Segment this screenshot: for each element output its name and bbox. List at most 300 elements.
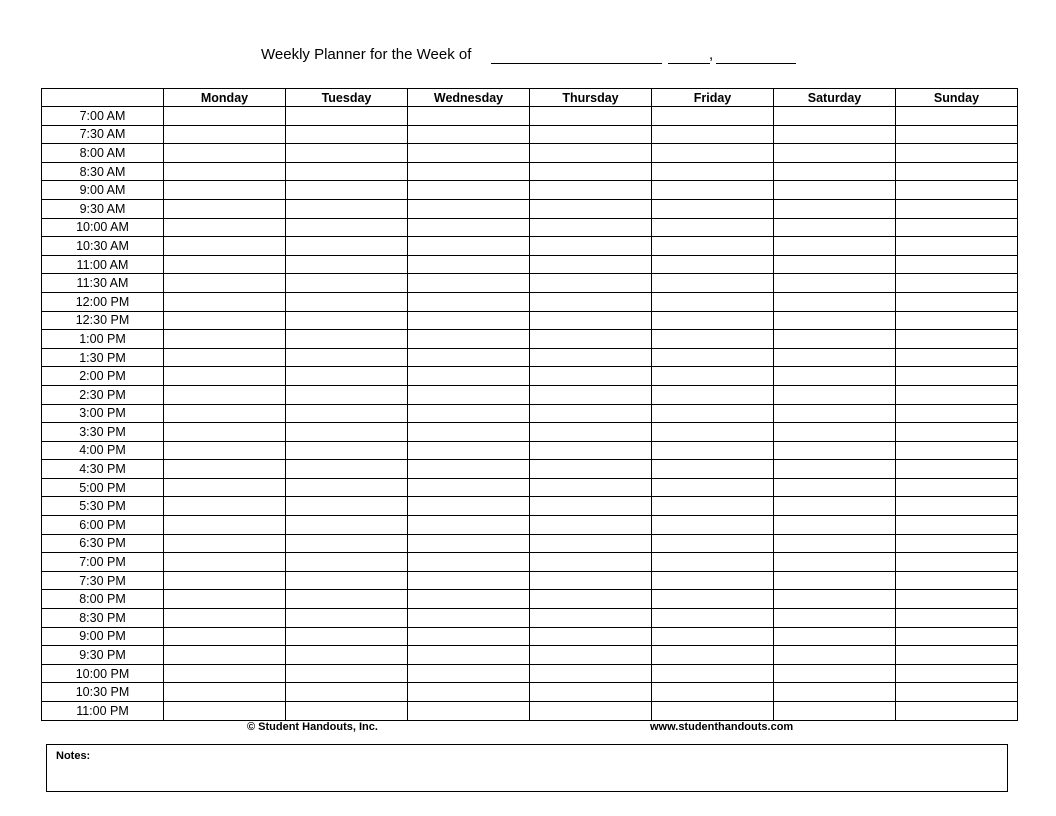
schedule-cell-saturday[interactable] [774, 162, 896, 181]
schedule-cell-friday[interactable] [652, 664, 774, 683]
schedule-cell-tuesday[interactable] [286, 181, 408, 200]
schedule-cell-thursday[interactable] [530, 460, 652, 479]
schedule-cell-tuesday[interactable] [286, 330, 408, 349]
schedule-cell-saturday[interactable] [774, 218, 896, 237]
schedule-cell-sunday[interactable] [896, 255, 1018, 274]
schedule-cell-friday[interactable] [652, 571, 774, 590]
schedule-cell-monday[interactable] [164, 237, 286, 256]
schedule-cell-monday[interactable] [164, 144, 286, 163]
schedule-cell-saturday[interactable] [774, 385, 896, 404]
schedule-cell-monday[interactable] [164, 478, 286, 497]
schedule-cell-wednesday[interactable] [408, 255, 530, 274]
schedule-cell-thursday[interactable] [530, 367, 652, 386]
time-label: 8:30 PM [42, 609, 164, 628]
schedule-cell-monday[interactable] [164, 107, 286, 126]
schedule-cell-monday[interactable] [164, 423, 286, 442]
schedule-cell-thursday[interactable] [530, 478, 652, 497]
schedule-cell-tuesday[interactable] [286, 348, 408, 367]
time-row [42, 348, 1018, 367]
schedule-cell-monday[interactable] [164, 460, 286, 479]
time-row [42, 497, 1018, 516]
schedule-cell-thursday[interactable] [530, 255, 652, 274]
time-row [42, 237, 1018, 256]
schedule-cell-monday[interactable] [164, 348, 286, 367]
time-row [42, 181, 1018, 200]
time-row [42, 553, 1018, 572]
schedule-cell-thursday[interactable] [530, 441, 652, 460]
schedule-cell-saturday[interactable] [774, 702, 896, 721]
day-header-tuesday: Tuesday [286, 89, 408, 107]
schedule-cell-sunday[interactable] [896, 627, 1018, 646]
schedule-cell-sunday[interactable] [896, 497, 1018, 516]
schedule-cell-friday[interactable] [652, 609, 774, 628]
schedule-cell-thursday[interactable] [530, 516, 652, 535]
schedule-cell-monday[interactable] [164, 125, 286, 144]
schedule-cell-monday[interactable] [164, 162, 286, 181]
schedule-cell-thursday[interactable] [530, 553, 652, 572]
day-header-friday: Friday [652, 89, 774, 107]
schedule-cell-friday[interactable] [652, 181, 774, 200]
schedule-cell-monday[interactable] [164, 385, 286, 404]
schedule-cell-thursday[interactable] [530, 423, 652, 442]
schedule-cell-sunday[interactable] [896, 609, 1018, 628]
schedule-cell-saturday[interactable] [774, 553, 896, 572]
schedule-cell-wednesday[interactable] [408, 162, 530, 181]
schedule-cell-tuesday[interactable] [286, 534, 408, 553]
schedule-cell-tuesday[interactable] [286, 237, 408, 256]
time-row [42, 311, 1018, 330]
schedule-cell-wednesday[interactable] [408, 125, 530, 144]
schedule-cell-sunday[interactable] [896, 385, 1018, 404]
week-blank-month[interactable] [491, 63, 662, 64]
schedule-cell-tuesday[interactable] [286, 274, 408, 293]
schedule-cell-thursday[interactable] [530, 218, 652, 237]
schedule-cell-thursday[interactable] [530, 385, 652, 404]
time-row [42, 664, 1018, 683]
time-row [42, 516, 1018, 535]
week-blank-day[interactable] [668, 63, 710, 64]
day-header-thursday: Thursday [530, 89, 652, 107]
schedule-cell-monday[interactable] [164, 683, 286, 702]
schedule-cell-friday[interactable] [652, 107, 774, 126]
schedule-cell-friday[interactable] [652, 590, 774, 609]
schedule-cell-thursday[interactable] [530, 609, 652, 628]
time-label: 6:00 PM [42, 516, 164, 535]
schedule-cell-sunday[interactable] [896, 516, 1018, 535]
schedule-cell-monday[interactable] [164, 274, 286, 293]
schedule-cell-wednesday[interactable] [408, 367, 530, 386]
schedule-cell-sunday[interactable] [896, 441, 1018, 460]
schedule-cell-monday[interactable] [164, 553, 286, 572]
time-label: 8:00 PM [42, 590, 164, 609]
time-row [42, 702, 1018, 721]
schedule-cell-tuesday[interactable] [286, 162, 408, 181]
schedule-cell-friday[interactable] [652, 199, 774, 218]
schedule-cell-friday[interactable] [652, 534, 774, 553]
schedule-cell-wednesday[interactable] [408, 107, 530, 126]
schedule-cell-wednesday[interactable] [408, 664, 530, 683]
time-label: 12:30 PM [42, 311, 164, 330]
schedule-cell-saturday[interactable] [774, 627, 896, 646]
schedule-cell-sunday[interactable] [896, 330, 1018, 349]
schedule-cell-tuesday[interactable] [286, 367, 408, 386]
schedule-cell-tuesday[interactable] [286, 125, 408, 144]
schedule-cell-wednesday[interactable] [408, 385, 530, 404]
time-row [42, 255, 1018, 274]
schedule-cell-friday[interactable] [652, 441, 774, 460]
time-row [42, 590, 1018, 609]
schedule-cell-friday[interactable] [652, 292, 774, 311]
schedule-cell-thursday[interactable] [530, 274, 652, 293]
schedule-cell-friday[interactable] [652, 218, 774, 237]
time-label: 9:30 PM [42, 646, 164, 665]
schedule-cell-monday[interactable] [164, 646, 286, 665]
schedule-cell-friday[interactable] [652, 330, 774, 349]
schedule-cell-thursday[interactable] [530, 627, 652, 646]
schedule-cell-thursday[interactable] [530, 107, 652, 126]
time-row [42, 423, 1018, 442]
day-header-sunday: Sunday [896, 89, 1018, 107]
schedule-cell-tuesday[interactable] [286, 404, 408, 423]
schedule-cell-friday[interactable] [652, 683, 774, 702]
time-row [42, 199, 1018, 218]
schedule-cell-thursday[interactable] [530, 664, 652, 683]
schedule-cell-wednesday[interactable] [408, 609, 530, 628]
schedule-cell-wednesday[interactable] [408, 292, 530, 311]
schedule-cell-thursday[interactable] [530, 125, 652, 144]
schedule-cell-saturday[interactable] [774, 255, 896, 274]
schedule-cell-sunday[interactable] [896, 404, 1018, 423]
schedule-cell-friday[interactable] [652, 627, 774, 646]
schedule-cell-sunday[interactable] [896, 702, 1018, 721]
schedule-cell-wednesday[interactable] [408, 590, 530, 609]
schedule-cell-saturday[interactable] [774, 441, 896, 460]
schedule-cell-sunday[interactable] [896, 311, 1018, 330]
time-label: 2:30 PM [42, 385, 164, 404]
schedule-cell-friday[interactable] [652, 348, 774, 367]
schedule-cell-friday[interactable] [652, 497, 774, 516]
schedule-cell-wednesday[interactable] [408, 683, 530, 702]
schedule-cell-tuesday[interactable] [286, 627, 408, 646]
time-label: 7:30 AM [42, 125, 164, 144]
schedule-cell-saturday[interactable] [774, 311, 896, 330]
schedule-cell-wednesday[interactable] [408, 181, 530, 200]
schedule-cell-tuesday[interactable] [286, 553, 408, 572]
day-header-monday: Monday [164, 89, 286, 107]
time-label: 2:00 PM [42, 367, 164, 386]
time-label: 10:30 AM [42, 237, 164, 256]
schedule-cell-monday[interactable] [164, 627, 286, 646]
schedule-cell-tuesday[interactable] [286, 255, 408, 274]
schedule-cell-sunday[interactable] [896, 553, 1018, 572]
schedule-cell-thursday[interactable] [530, 162, 652, 181]
schedule-cell-friday[interactable] [652, 125, 774, 144]
schedule-cell-tuesday[interactable] [286, 516, 408, 535]
schedule-cell-tuesday[interactable] [286, 571, 408, 590]
time-row [42, 292, 1018, 311]
schedule-cell-monday[interactable] [164, 181, 286, 200]
schedule-cell-thursday[interactable] [530, 646, 652, 665]
time-label: 11:00 AM [42, 255, 164, 274]
schedule-cell-thursday[interactable] [530, 590, 652, 609]
time-label: 6:30 PM [42, 534, 164, 553]
schedule-cell-saturday[interactable] [774, 404, 896, 423]
time-label: 9:30 AM [42, 199, 164, 218]
schedule-cell-wednesday[interactable] [408, 404, 530, 423]
schedule-cell-tuesday[interactable] [286, 460, 408, 479]
schedule-cell-thursday[interactable] [530, 330, 652, 349]
schedule-cell-sunday[interactable] [896, 664, 1018, 683]
schedule-cell-saturday[interactable] [774, 199, 896, 218]
time-label: 10:30 PM [42, 683, 164, 702]
schedule-cell-monday[interactable] [164, 664, 286, 683]
schedule-cell-friday[interactable] [652, 237, 774, 256]
schedule-cell-monday[interactable] [164, 199, 286, 218]
schedule-cell-tuesday[interactable] [286, 478, 408, 497]
schedule-cell-monday[interactable] [164, 702, 286, 721]
schedule-cell-friday[interactable] [652, 423, 774, 442]
schedule-cell-saturday[interactable] [774, 292, 896, 311]
schedule-cell-monday[interactable] [164, 255, 286, 274]
schedule-cell-wednesday[interactable] [408, 218, 530, 237]
time-label: 1:30 PM [42, 348, 164, 367]
weekly-schedule-table [41, 88, 1018, 721]
schedule-cell-tuesday[interactable] [286, 311, 408, 330]
time-row [42, 646, 1018, 665]
schedule-cell-wednesday[interactable] [408, 460, 530, 479]
schedule-cell-thursday[interactable] [530, 144, 652, 163]
schedule-cell-saturday[interactable] [774, 497, 896, 516]
schedule-cell-friday[interactable] [652, 162, 774, 181]
schedule-cell-saturday[interactable] [774, 367, 896, 386]
schedule-cell-saturday[interactable] [774, 107, 896, 126]
schedule-cell-tuesday[interactable] [286, 590, 408, 609]
schedule-cell-sunday[interactable] [896, 367, 1018, 386]
schedule-cell-saturday[interactable] [774, 348, 896, 367]
schedule-cell-monday[interactable] [164, 534, 286, 553]
schedule-cell-tuesday[interactable] [286, 664, 408, 683]
schedule-cell-sunday[interactable] [896, 683, 1018, 702]
schedule-cell-monday[interactable] [164, 497, 286, 516]
schedule-cell-saturday[interactable] [774, 683, 896, 702]
schedule-cell-wednesday[interactable] [408, 627, 530, 646]
time-row [42, 534, 1018, 553]
time-row [42, 571, 1018, 590]
schedule-cell-saturday[interactable] [774, 571, 896, 590]
schedule-cell-wednesday[interactable] [408, 348, 530, 367]
time-row [42, 162, 1018, 181]
schedule-cell-sunday[interactable] [896, 348, 1018, 367]
schedule-cell-saturday[interactable] [774, 423, 896, 442]
schedule-cell-thursday[interactable] [530, 292, 652, 311]
day-header-wednesday: Wednesday [408, 89, 530, 107]
schedule-cell-tuesday[interactable] [286, 218, 408, 237]
schedule-cell-monday[interactable] [164, 218, 286, 237]
copyright-text: © Student Handouts, Inc. [247, 721, 378, 733]
schedule-cell-saturday[interactable] [774, 534, 896, 553]
schedule-cell-monday[interactable] [164, 590, 286, 609]
schedule-cell-wednesday[interactable] [408, 516, 530, 535]
schedule-cell-sunday[interactable] [896, 107, 1018, 126]
time-row [42, 218, 1018, 237]
schedule-cell-monday[interactable] [164, 441, 286, 460]
schedule-cell-thursday[interactable] [530, 534, 652, 553]
schedule-cell-wednesday[interactable] [408, 497, 530, 516]
schedule-cell-sunday[interactable] [896, 181, 1018, 200]
schedule-cell-wednesday[interactable] [408, 330, 530, 349]
schedule-cell-tuesday[interactable] [286, 144, 408, 163]
schedule-cell-monday[interactable] [164, 609, 286, 628]
schedule-cell-sunday[interactable] [896, 590, 1018, 609]
schedule-cell-tuesday[interactable] [286, 683, 408, 702]
schedule-cell-friday[interactable] [652, 255, 774, 274]
schedule-cell-friday[interactable] [652, 516, 774, 535]
schedule-cell-wednesday[interactable] [408, 646, 530, 665]
notes-label: Notes: [56, 750, 91, 762]
schedule-cell-wednesday[interactable] [408, 274, 530, 293]
schedule-cell-friday[interactable] [652, 404, 774, 423]
time-row [42, 478, 1018, 497]
time-label: 7:30 PM [42, 571, 164, 590]
schedule-cell-friday[interactable] [652, 144, 774, 163]
schedule-cell-friday[interactable] [652, 460, 774, 479]
schedule-cell-saturday[interactable] [774, 181, 896, 200]
schedule-cell-monday[interactable] [164, 516, 286, 535]
day-header-saturday: Saturday [774, 89, 896, 107]
schedule-cell-thursday[interactable] [530, 237, 652, 256]
schedule-cell-friday[interactable] [652, 385, 774, 404]
schedule-cell-saturday[interactable] [774, 125, 896, 144]
schedule-cell-monday[interactable] [164, 330, 286, 349]
schedule-cell-friday[interactable] [652, 702, 774, 721]
schedule-cell-friday[interactable] [652, 553, 774, 572]
time-row [42, 107, 1018, 126]
schedule-cell-tuesday[interactable] [286, 292, 408, 311]
schedule-cell-saturday[interactable] [774, 460, 896, 479]
time-row [42, 627, 1018, 646]
schedule-cell-tuesday[interactable] [286, 441, 408, 460]
schedule-cell-tuesday[interactable] [286, 107, 408, 126]
schedule-cell-friday[interactable] [652, 646, 774, 665]
schedule-cell-wednesday[interactable] [408, 423, 530, 442]
schedule-cell-sunday[interactable] [896, 460, 1018, 479]
schedule-cell-sunday[interactable] [896, 274, 1018, 293]
schedule-cell-wednesday[interactable] [408, 441, 530, 460]
schedule-cell-saturday[interactable] [774, 144, 896, 163]
schedule-cell-sunday[interactable] [896, 646, 1018, 665]
schedule-cell-sunday[interactable] [896, 162, 1018, 181]
schedule-cell-sunday[interactable] [896, 292, 1018, 311]
day-header-row [42, 89, 1018, 107]
schedule-cell-monday[interactable] [164, 311, 286, 330]
time-row [42, 330, 1018, 349]
time-row [42, 125, 1018, 144]
notes-box[interactable] [46, 744, 1008, 792]
schedule-cell-monday[interactable] [164, 404, 286, 423]
time-row [42, 385, 1018, 404]
schedule-cell-thursday[interactable] [530, 199, 652, 218]
schedule-cell-sunday[interactable] [896, 423, 1018, 442]
schedule-cell-sunday[interactable] [896, 534, 1018, 553]
schedule-cell-sunday[interactable] [896, 199, 1018, 218]
schedule-cell-saturday[interactable] [774, 330, 896, 349]
schedule-cell-thursday[interactable] [530, 348, 652, 367]
schedule-cell-wednesday[interactable] [408, 478, 530, 497]
schedule-cell-sunday[interactable] [896, 237, 1018, 256]
time-label: 12:00 PM [42, 292, 164, 311]
schedule-cell-saturday[interactable] [774, 609, 896, 628]
schedule-cell-tuesday[interactable] [286, 497, 408, 516]
time-label: 4:00 PM [42, 441, 164, 460]
time-label: 1:00 PM [42, 330, 164, 349]
schedule-cell-sunday[interactable] [896, 218, 1018, 237]
schedule-cell-tuesday[interactable] [286, 609, 408, 628]
schedule-cell-wednesday[interactable] [408, 237, 530, 256]
schedule-cell-thursday[interactable] [530, 702, 652, 721]
schedule-cell-saturday[interactable] [774, 664, 896, 683]
schedule-cell-tuesday[interactable] [286, 385, 408, 404]
schedule-cell-saturday[interactable] [774, 478, 896, 497]
schedule-cell-friday[interactable] [652, 478, 774, 497]
schedule-cell-wednesday[interactable] [408, 702, 530, 721]
time-label: 3:30 PM [42, 423, 164, 442]
schedule-cell-sunday[interactable] [896, 571, 1018, 590]
schedule-cell-thursday[interactable] [530, 311, 652, 330]
time-label: 7:00 PM [42, 553, 164, 572]
week-blank-year[interactable] [716, 63, 796, 64]
schedule-cell-saturday[interactable] [774, 237, 896, 256]
website-link[interactable]: www.studenthandouts.com [650, 721, 794, 733]
schedule-cell-thursday[interactable] [530, 181, 652, 200]
time-row [42, 683, 1018, 702]
schedule-cell-sunday[interactable] [896, 125, 1018, 144]
time-label: 11:30 AM [42, 274, 164, 293]
time-label: 9:00 PM [42, 627, 164, 646]
schedule-cell-tuesday[interactable] [286, 423, 408, 442]
time-label: 11:00 PM [42, 702, 164, 721]
schedule-cell-friday[interactable] [652, 311, 774, 330]
schedule-cell-thursday[interactable] [530, 497, 652, 516]
schedule-cell-monday[interactable] [164, 367, 286, 386]
schedule-cell-sunday[interactable] [896, 144, 1018, 163]
schedule-cell-wednesday[interactable] [408, 571, 530, 590]
schedule-cell-tuesday[interactable] [286, 702, 408, 721]
schedule-cell-friday[interactable] [652, 274, 774, 293]
schedule-cell-monday[interactable] [164, 292, 286, 311]
schedule-cell-wednesday[interactable] [408, 553, 530, 572]
planner-title: Weekly Planner for the Week of [261, 46, 472, 63]
schedule-cell-saturday[interactable] [774, 590, 896, 609]
schedule-cell-tuesday[interactable] [286, 646, 408, 665]
schedule-cell-saturday[interactable] [774, 274, 896, 293]
title-comma: , [709, 46, 714, 63]
schedule-cell-monday[interactable] [164, 571, 286, 590]
schedule-cell-wednesday[interactable] [408, 534, 530, 553]
schedule-cell-friday[interactable] [652, 367, 774, 386]
schedule-cell-wednesday[interactable] [408, 144, 530, 163]
schedule-cell-wednesday[interactable] [408, 311, 530, 330]
time-label: 5:30 PM [42, 497, 164, 516]
schedule-cell-sunday[interactable] [896, 478, 1018, 497]
time-label: 9:00 AM [42, 181, 164, 200]
schedule-cell-thursday[interactable] [530, 571, 652, 590]
schedule-cell-wednesday[interactable] [408, 199, 530, 218]
schedule-cell-saturday[interactable] [774, 516, 896, 535]
schedule-cell-saturday[interactable] [774, 646, 896, 665]
schedule-cell-thursday[interactable] [530, 404, 652, 423]
schedule-cell-thursday[interactable] [530, 683, 652, 702]
schedule-cell-tuesday[interactable] [286, 199, 408, 218]
